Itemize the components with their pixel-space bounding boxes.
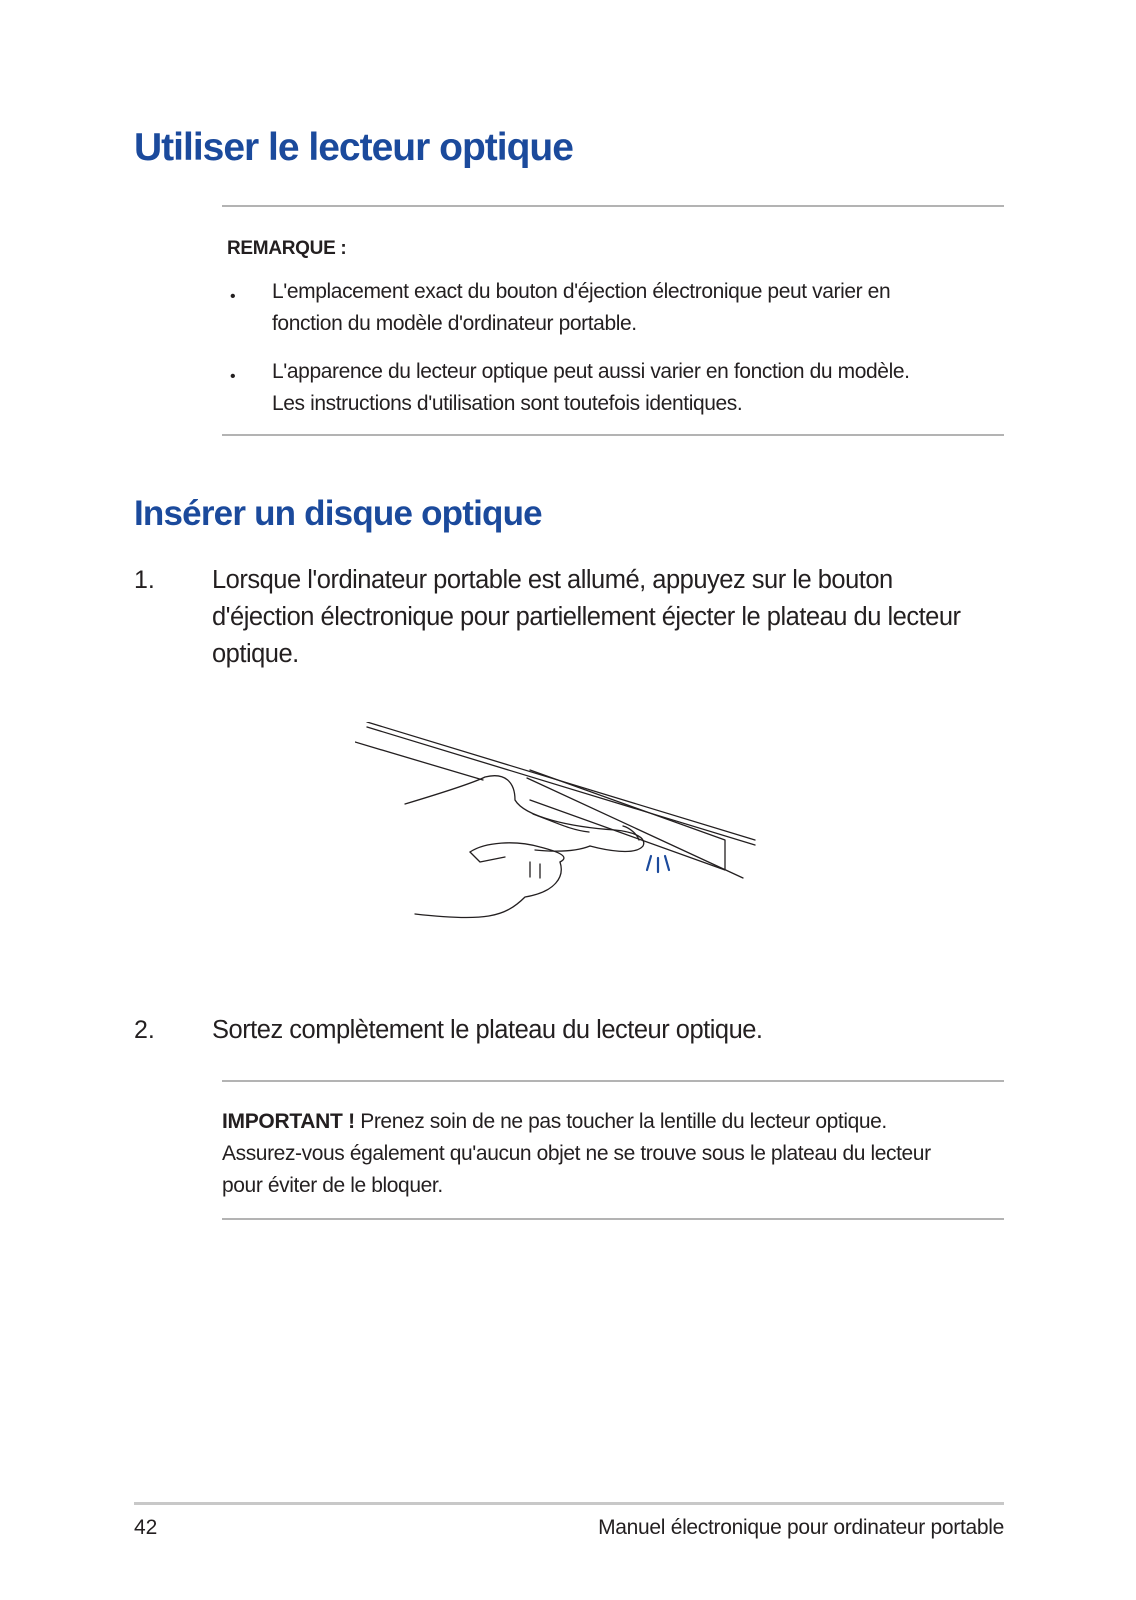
step-number: 1. [134,566,155,594]
laptop-edge-line [527,778,743,878]
important-bottom-rule [222,1218,1004,1220]
laptop-edge-line [367,727,755,845]
important-top-rule [222,1080,1004,1082]
important-line [222,1106,1012,1138]
footer-rule [134,1502,1004,1505]
step-line: Lorsque l'ordinateur portable est allumé, appuyez sur le bouton [212,566,893,594]
press-indicator-mark [647,856,651,870]
important-line: pour éviter de le bloquer. [222,1174,443,1197]
finger-line [535,846,590,851]
eject-button-illustration [355,722,775,952]
subsection-title: Insérer un disque optique [134,494,542,533]
hand-outline [405,776,644,852]
step-line: Sortez complètement le plateau du lecteur optique. [212,1016,763,1044]
bullet-icon: • [230,368,236,385]
note-item-line: Les instructions d'utilisation sont toutefois identiques. [272,392,743,415]
laptop-edge-line [355,742,483,780]
important-text: Prenez soin de ne pas toucher la lentille du lecteur optique. [354,1110,887,1133]
step-line: optique. [212,640,299,668]
note-bottom-rule [222,434,1004,436]
note-item-line: L'apparence du lecteur optique peut aussi varier en fonction du modèle. [272,360,910,383]
step-text [212,1012,1012,1049]
footer-title: Manuel électronique pour ordinateur portable [598,1516,1004,1539]
note-top-rule [222,205,1004,207]
important-line: Assurez-vous également qu'aucun objet ne se trouve sous le plateau du lecteur [222,1142,931,1165]
step-number: 2. [134,1016,155,1044]
bullet-icon: • [230,288,236,305]
important-note [222,1106,1012,1202]
palm-outline [415,862,561,918]
note-item [272,356,1002,420]
thumb-outline [470,852,505,862]
important-label: IMPORTANT ! [222,1110,355,1133]
page-number: 42 [134,1516,158,1539]
page-title: Utiliser le lecteur optique [134,126,573,169]
step-text [212,562,1012,673]
press-indicator-mark [665,856,669,870]
note-item-line: fonction du modèle d'ordinateur portable. [272,312,637,335]
note-item-line: L'emplacement exact du bouton d'éjection électronique peut varier en [272,280,891,303]
thumb-outline [470,843,564,862]
note-item [272,276,1002,340]
note-label: REMARQUE : [227,238,347,259]
step-line: d'éjection électronique pour partiellement éjecter le plateau du lecteur [212,603,961,631]
